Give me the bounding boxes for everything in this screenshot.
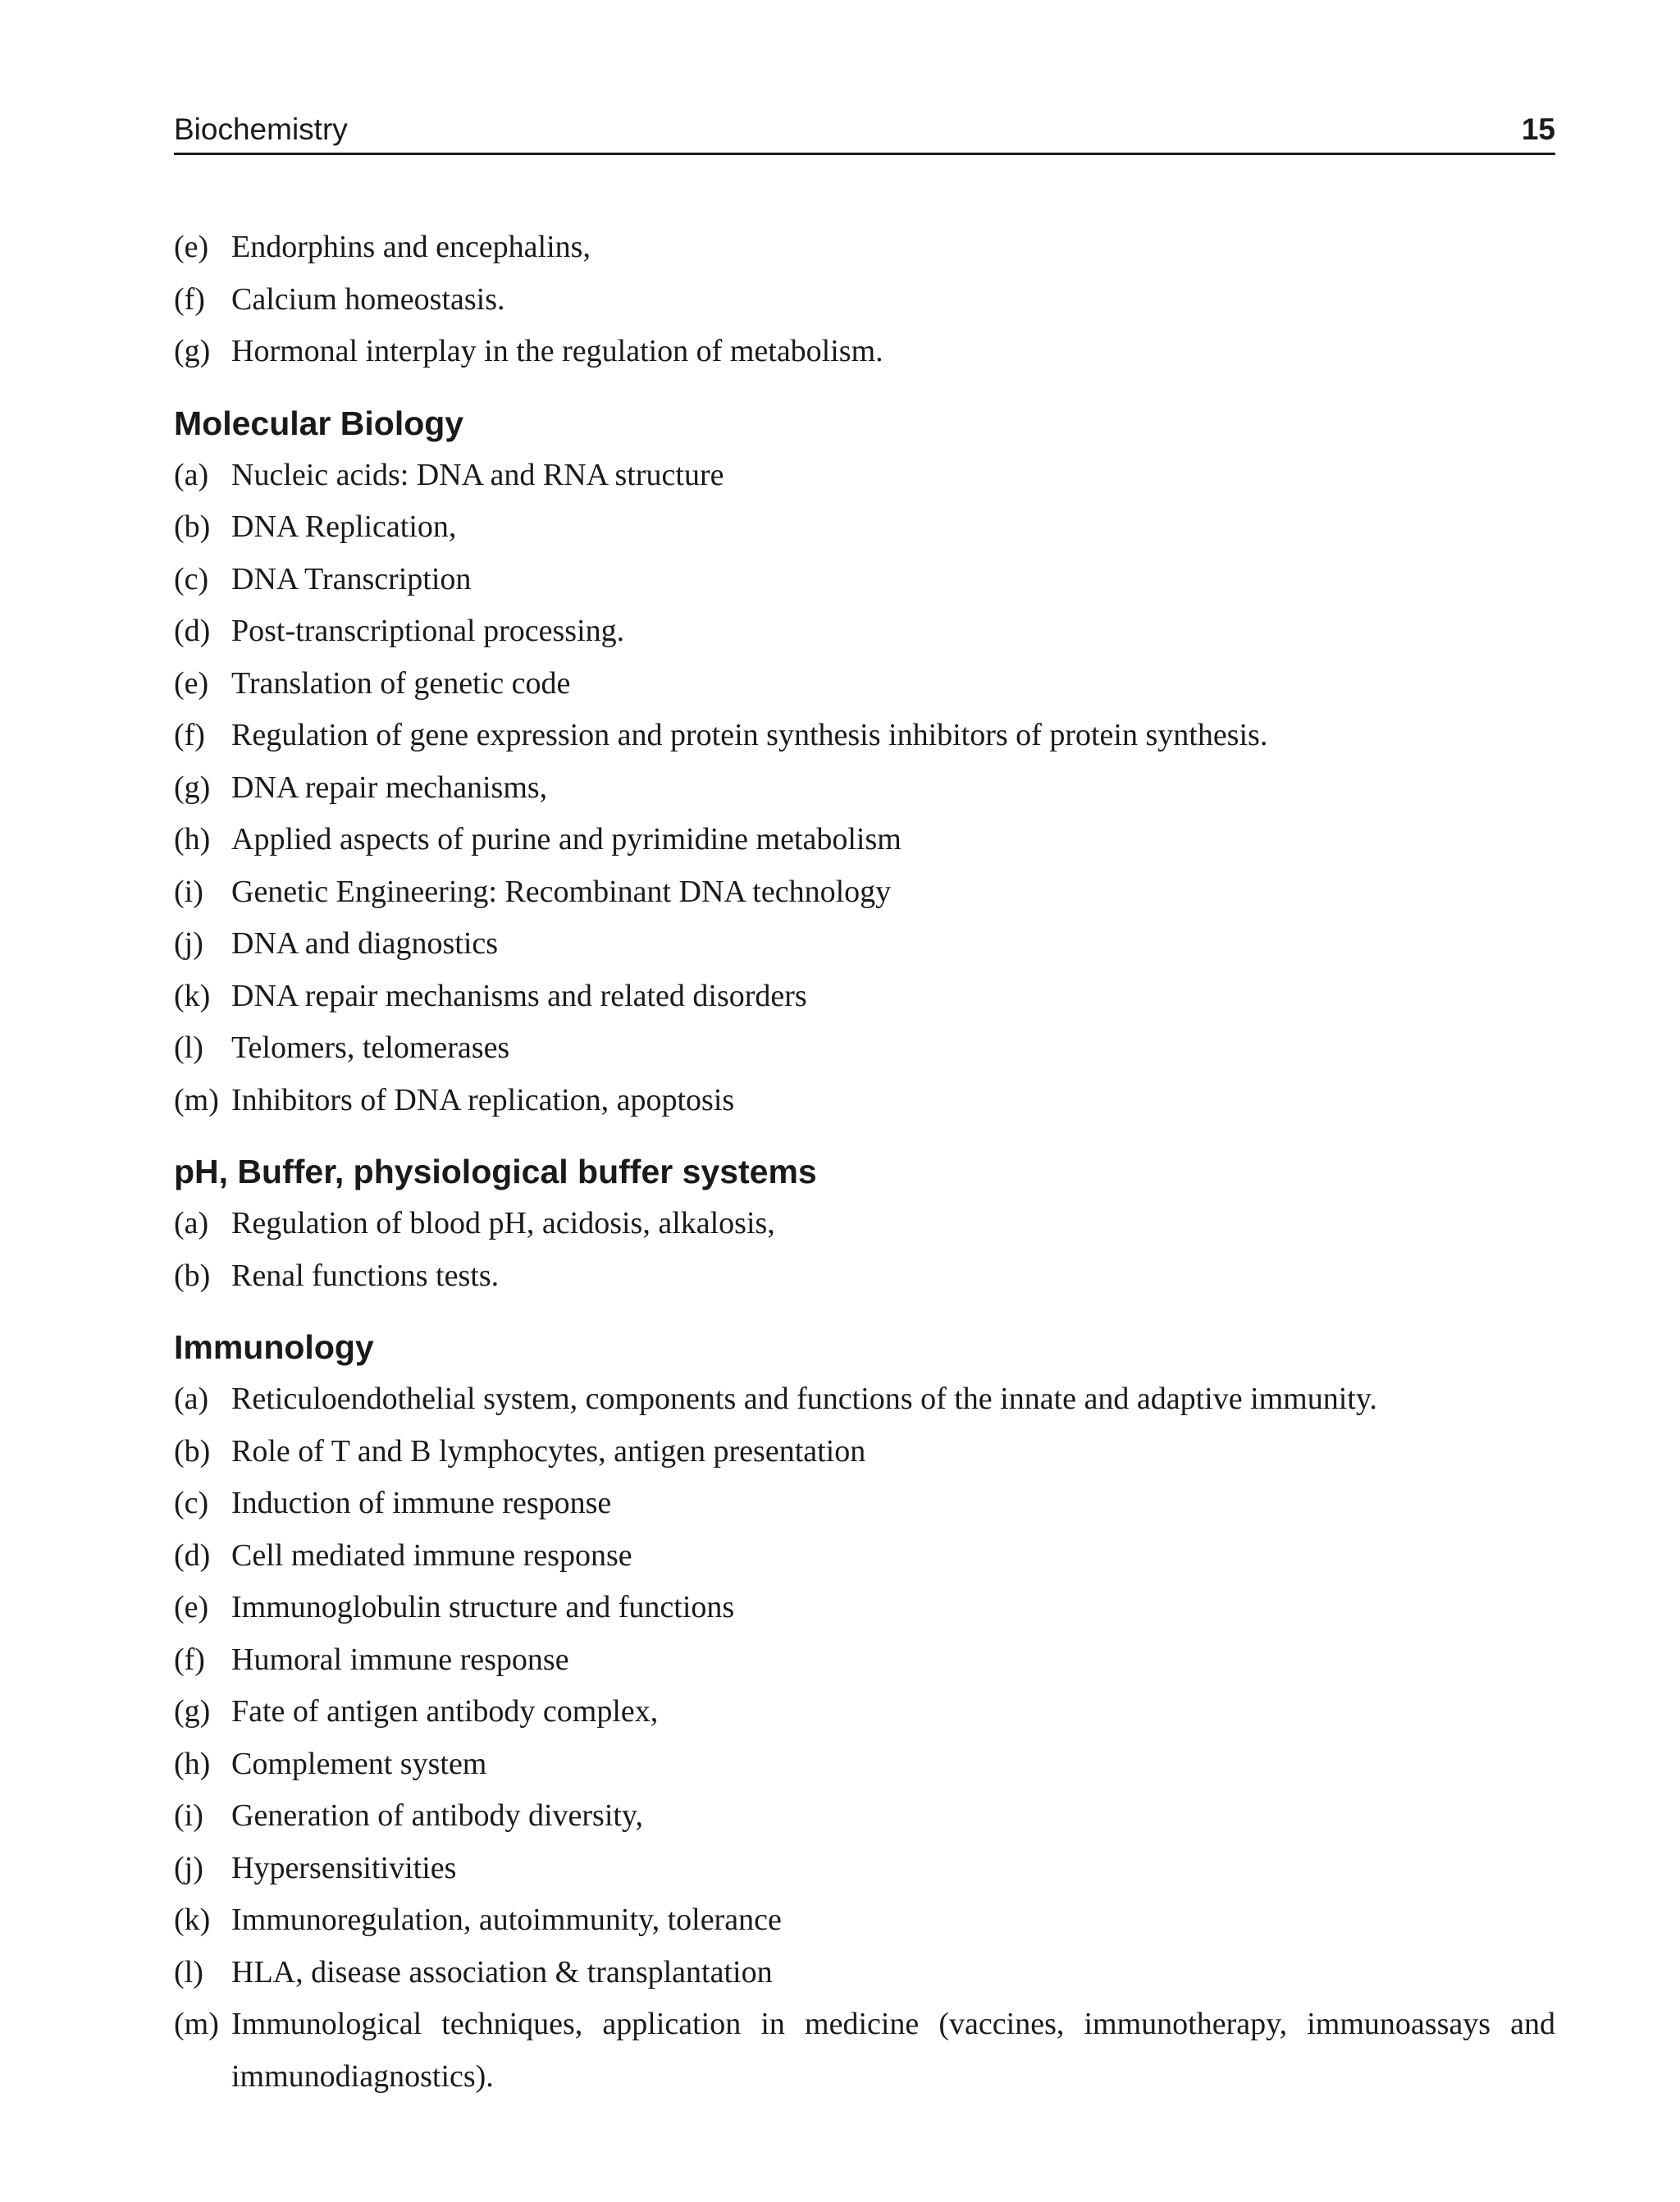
list-item-text: Generation of antibody diversity, (231, 1798, 643, 1833)
list-immunology (174, 1373, 1555, 2103)
list-item (174, 1947, 1555, 1999)
list-item-text: Complement system (231, 1746, 487, 1781)
list-marker: (j) (174, 1850, 203, 1885)
list-marker: (i) (174, 874, 203, 909)
list-item-text: Immunoregulation, autoimmunity, tolerance (231, 1903, 782, 1937)
page-number: 15 (1521, 112, 1555, 146)
list-item (174, 1582, 1555, 1634)
list-item (174, 501, 1555, 554)
list-marker: (b) (174, 1258, 211, 1293)
list-marker: (h) (174, 1746, 211, 1781)
list-item-text: Hypersensitivities (231, 1850, 457, 1885)
list-marker: (c) (174, 561, 209, 596)
list-marker: (e) (174, 665, 209, 701)
list-item (174, 866, 1555, 919)
list-marker: (m) (174, 2007, 219, 2041)
list-marker: (i) (174, 1798, 203, 1833)
list-marker: (g) (174, 334, 211, 368)
list-item-text: Regulation of blood pH, acidosis, alkalosis, (231, 1206, 775, 1240)
list-item (174, 658, 1555, 710)
list-item-text: Calcium homeostasis. (231, 281, 505, 317)
list-item (174, 1790, 1555, 1843)
list-item (174, 1634, 1555, 1687)
list-marker: (h) (174, 822, 211, 857)
list-item-text: Induction of immune response (231, 1486, 612, 1520)
list-item (174, 1373, 1555, 1426)
section-heading-immunology: Immunology (174, 1328, 374, 1366)
list-item-text: DNA repair mechanisms, (231, 770, 548, 805)
list-item (174, 1738, 1555, 1791)
list-item-text: Inhibitors of DNA replication, apoptosis (231, 1082, 735, 1117)
section-heading-molecular-biology: Molecular Biology (174, 404, 464, 442)
list-marker: (j) (174, 926, 203, 961)
list-molecular-biology (174, 450, 1555, 1127)
list-item-text: DNA and diagnostics (231, 926, 499, 961)
list-item (174, 1530, 1555, 1583)
list-marker: (m) (174, 1082, 219, 1117)
list-item-text: Cell mediated immune response (231, 1537, 632, 1573)
page-content (174, 222, 1555, 2103)
list-item (174, 605, 1555, 658)
list-item-text: Fate of antigen antibody complex, (231, 1694, 659, 1729)
list-item (174, 1426, 1555, 1478)
list-item-text: HLA, disease association & transplantation (231, 1954, 773, 1990)
list-item (174, 1894, 1555, 1947)
section-heading-ph-buffer: pH, Buffer, physiological buffer systems (174, 1153, 817, 1190)
list-marker: (d) (174, 1537, 211, 1573)
list-item (174, 1686, 1555, 1738)
list-item (174, 1250, 1555, 1303)
list-marker: (f) (174, 281, 205, 317)
list-item (174, 710, 1555, 762)
list-marker: (g) (174, 1694, 211, 1729)
list-item-text: Endorphins and encephalins, (231, 230, 591, 264)
list-marker: (a) (174, 1206, 209, 1240)
list-item-text: DNA Replication, (231, 509, 457, 544)
list-item (174, 1999, 1555, 2103)
list-marker: (a) (174, 457, 209, 492)
book-title: Biochemistry (174, 112, 348, 146)
list-item-text: DNA repair mechanisms and related disorders (231, 978, 807, 1013)
list-item (174, 326, 1555, 378)
list-marker: (b) (174, 1433, 211, 1469)
list-marker: (l) (174, 1954, 203, 1990)
list-item (174, 918, 1555, 971)
list-item (174, 762, 1555, 815)
list-item (174, 274, 1555, 327)
list-item (174, 450, 1555, 502)
list-item (174, 814, 1555, 866)
list-item-text: Genetic Engineering: Recombinant DNA technology (231, 874, 892, 909)
list-item-text: Reticuloendothelial system, components and functions of the innate and adaptive immunity. (231, 1382, 1377, 1416)
list-item-text: Applied aspects of purine and pyrimidine metabolism (231, 822, 902, 857)
list-marker: (a) (174, 1382, 209, 1416)
list-marker: (e) (174, 1590, 209, 1624)
list-item-text: Hormonal interplay in the regulation of metabolism. (231, 334, 883, 368)
list-item (174, 1478, 1555, 1530)
list-item-text: DNA Transcription (231, 561, 472, 596)
list-ph-buffer (174, 1198, 1555, 1302)
list-item-text: Renal functions tests. (231, 1258, 500, 1293)
list-marker: (k) (174, 1903, 211, 1937)
list-item-text: Regulation of gene expression and protein synthesis inhibitors of protein synthesis. (231, 718, 1268, 752)
list-item (174, 1843, 1555, 1895)
list-item-text: Nucleic acids: DNA and RNA structure (231, 457, 724, 492)
list-marker: (f) (174, 718, 205, 752)
list-marker: (l) (174, 1030, 203, 1065)
list-item-text: Telomers, telomerases (231, 1030, 510, 1065)
list-marker: (c) (174, 1486, 209, 1520)
list-item (174, 554, 1555, 606)
list-item-text: Translation of genetic code (231, 665, 571, 701)
list-item-text: Immunoglobulin structure and functions (231, 1590, 735, 1624)
list-item (174, 1075, 1555, 1127)
list-item (174, 1198, 1555, 1250)
list-continuation (174, 222, 1555, 378)
list-item (174, 971, 1555, 1023)
list-item-text: Role of T and B lymphocytes, antigen presentation (231, 1433, 866, 1469)
list-marker: (g) (174, 770, 211, 805)
running-header (174, 112, 1555, 155)
list-marker: (f) (174, 1642, 205, 1677)
list-item (174, 1022, 1555, 1075)
list-item-text: Immunological techniques, application in medicine (vaccines, immunotherapy, immunoassays and immunodiagnostics). (231, 2007, 1555, 2094)
list-marker: (k) (174, 978, 211, 1013)
list-marker: (e) (174, 230, 209, 264)
list-marker: (d) (174, 614, 211, 648)
list-item (174, 222, 1555, 274)
list-item-text: Post-transcriptional processing. (231, 614, 625, 648)
list-item-text: Humoral immune response (231, 1642, 569, 1677)
list-marker: (b) (174, 509, 211, 544)
